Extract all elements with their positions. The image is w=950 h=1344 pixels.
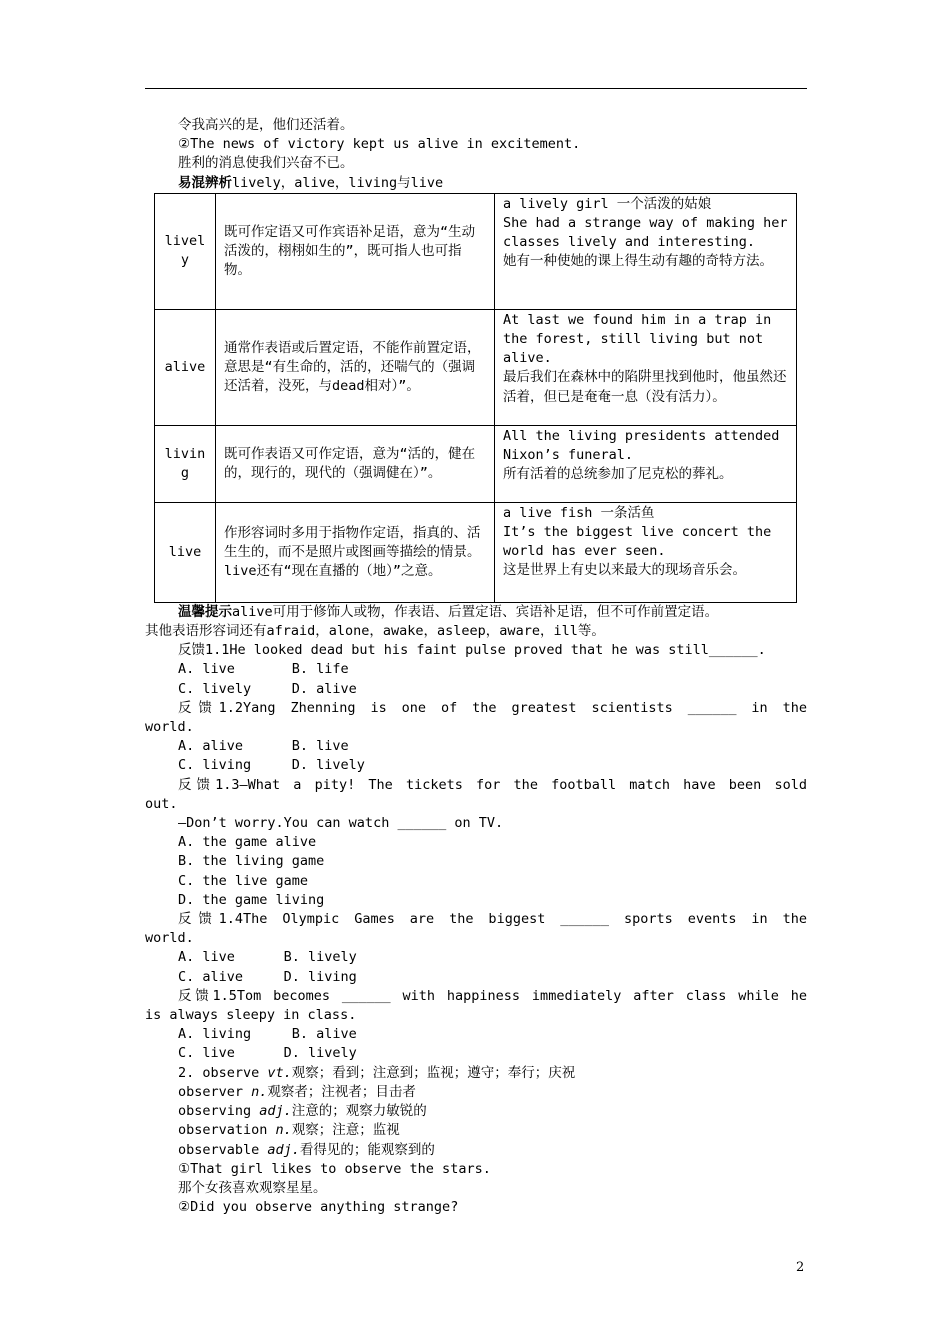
vocab-gloss: 看得见的；能观察到的: [299, 1141, 435, 1158]
exercise-stem: 反馈1.3—What a pity! The tickets for the football match have been sold: [178, 776, 807, 793]
example-list: [145, 1160, 807, 1218]
exercise-option: A. live B. lively: [178, 949, 357, 966]
intro-line: 胜利的消息使我们兴奋不已。: [178, 155, 354, 172]
comparison-row: [155, 425, 797, 502]
comparison-heading: [145, 174, 807, 193]
comparison-row: [155, 502, 797, 602]
vocab-word: observation: [178, 1122, 276, 1139]
comparison-heading-label: 易混辨析: [178, 174, 232, 191]
exercise-stem-cont: out.: [145, 795, 178, 812]
vocab-pos: adj.: [259, 1103, 292, 1120]
comparison-meaning: 既可作定语又可作宾语补足语，意为“生动活泼的，栩栩如生的”，既可指人也可指物。: [216, 193, 495, 309]
comparison-table: [154, 193, 797, 603]
comparison-meaning: 通常作表语或后置定语，不能作前置定语，意思是“有生命的，活的，还喘气的（强调还活着，没死，与dead相对）”。: [216, 309, 495, 425]
vocab-pos: vt.: [267, 1064, 292, 1081]
vocab-word: 2. observe: [178, 1064, 268, 1081]
comparison-example: At last we found him in a trap in the forest, still living but not alive. 最后我们在森林中的陷阱里找到他时，他虽然还活着，但已是奄奄一息（没有活力）。: [495, 309, 797, 425]
exercise-stem: 反馈1.2Yang Zhenning is one of the greatest scientists ______ in the: [178, 699, 807, 716]
vocab-word: observing: [178, 1103, 260, 1120]
exercise-stem: 反馈1.1He looked dead but his faint pulse proved that he was still______.: [178, 642, 766, 659]
tip-line-1: [145, 603, 807, 622]
exercise-option: A. live B. life: [178, 661, 349, 678]
example-line: 那个女孩喜欢观察星星。: [178, 1179, 327, 1196]
exercise-option: C. lively D. alive: [178, 680, 357, 697]
exercise-option: A. alive B. live: [178, 738, 349, 755]
vocab-pos: n.: [251, 1083, 268, 1100]
comparison-word: living: [155, 425, 216, 502]
page-content: [145, 116, 807, 1217]
comparison-word: lively: [155, 193, 216, 309]
vocab-gloss: 观察者；注视者；目击者: [267, 1083, 416, 1100]
vocab-item: [145, 1121, 807, 1140]
exercise-stem-cont: world.: [145, 930, 194, 947]
vocab-pos: adj.: [267, 1141, 300, 1158]
vocab-item: [145, 1141, 807, 1160]
tip-label: 温馨提示: [178, 603, 232, 620]
exercise-option: C. live D. lively: [178, 1045, 357, 1062]
vocab-item: [145, 1064, 807, 1083]
comparison-word: live: [155, 502, 216, 602]
exercise-option: B. the living game: [178, 853, 325, 870]
comparison-row: [155, 309, 797, 425]
tip-line-2: 其他表语形容词还有afraid，alone，awake，asleep，aware，ill等。: [145, 623, 605, 640]
vocab-item: [145, 1102, 807, 1121]
exercise-option: C. the live game: [178, 872, 309, 889]
example-line: ②Did you observe anything strange?: [178, 1199, 459, 1216]
vocab-list: [145, 1064, 807, 1160]
vocab-word: observer: [178, 1083, 252, 1100]
page-number: 2: [796, 1260, 805, 1275]
exercise-option: D. the game living: [178, 891, 325, 908]
example-line: ①That girl likes to observe the stars.: [178, 1160, 491, 1177]
vocab-gloss: 观察；看到；注意到；监视；遵守；奉行；庆祝: [291, 1064, 576, 1081]
exercise-stem-cont: world.: [145, 719, 194, 736]
exercise-option: C. alive D. living: [178, 968, 357, 985]
comparison-word: alive: [155, 309, 216, 425]
intro-line: 令我高兴的是，他们还活着。: [178, 117, 354, 133]
comparison-example: All the living presidents attended Nixon’s funeral. 所有活着的总统参加了尼克松的葬礼。: [495, 425, 797, 502]
header-rule: [145, 88, 807, 89]
exercise-stem-cont: is always sleepy in class.: [145, 1007, 357, 1024]
vocab-word: observable: [178, 1141, 268, 1158]
exercise-stem: 反馈1.4The Olympic Games are the biggest ______ sports events in the: [178, 911, 807, 928]
exercise-option: A. living B. alive: [178, 1026, 357, 1043]
intro-line: ②The news of victory kept us alive in excitement.: [178, 136, 581, 153]
exercise-option: —Don’t worry.You can watch ______ on TV.: [178, 815, 504, 832]
tip-text: alive可用于修饰人或物，作表语、后置定语、宾语补足语，但不可作前置定语。: [232, 603, 719, 620]
comparison-meaning: 既可作表语又可作定语，意为“活的，健在的，现行的，现代的（强调健在）”。: [216, 425, 495, 502]
comparison-example: a lively girl 一个活泼的姑娘 She had a strange way of making her classes lively and interesting. 她有一种使她的课上得生动有趣的奇特方法。: [495, 193, 797, 309]
exercise-list: [145, 641, 807, 1063]
exercise-option: A. the game alive: [178, 834, 317, 851]
vocab-item: [145, 1083, 807, 1102]
vocab-gloss: 注意的；观察力敏锐的: [291, 1103, 427, 1120]
comparison-row: [155, 193, 797, 309]
comparison-heading-text: lively，alive，living与live: [232, 174, 444, 191]
comparison-example: a live fish 一条活鱼 It’s the biggest live concert the world has ever seen. 这是世界上有史以来最大的现场音乐会。: [495, 502, 797, 602]
exercise-stem: 反馈1.5Tom becomes ______ with happiness immediately after class while he: [178, 987, 807, 1004]
vocab-pos: n.: [275, 1122, 292, 1139]
vocab-gloss: 观察；注意；监视: [291, 1122, 400, 1139]
exercise-option: C. living D. lively: [178, 757, 365, 774]
comparison-meaning: 作形容词时多用于指物作定语，指真的、活生生的，而不是照片或图画等描绘的情景。live还有“现在直播的（地）”之意。: [216, 502, 495, 602]
